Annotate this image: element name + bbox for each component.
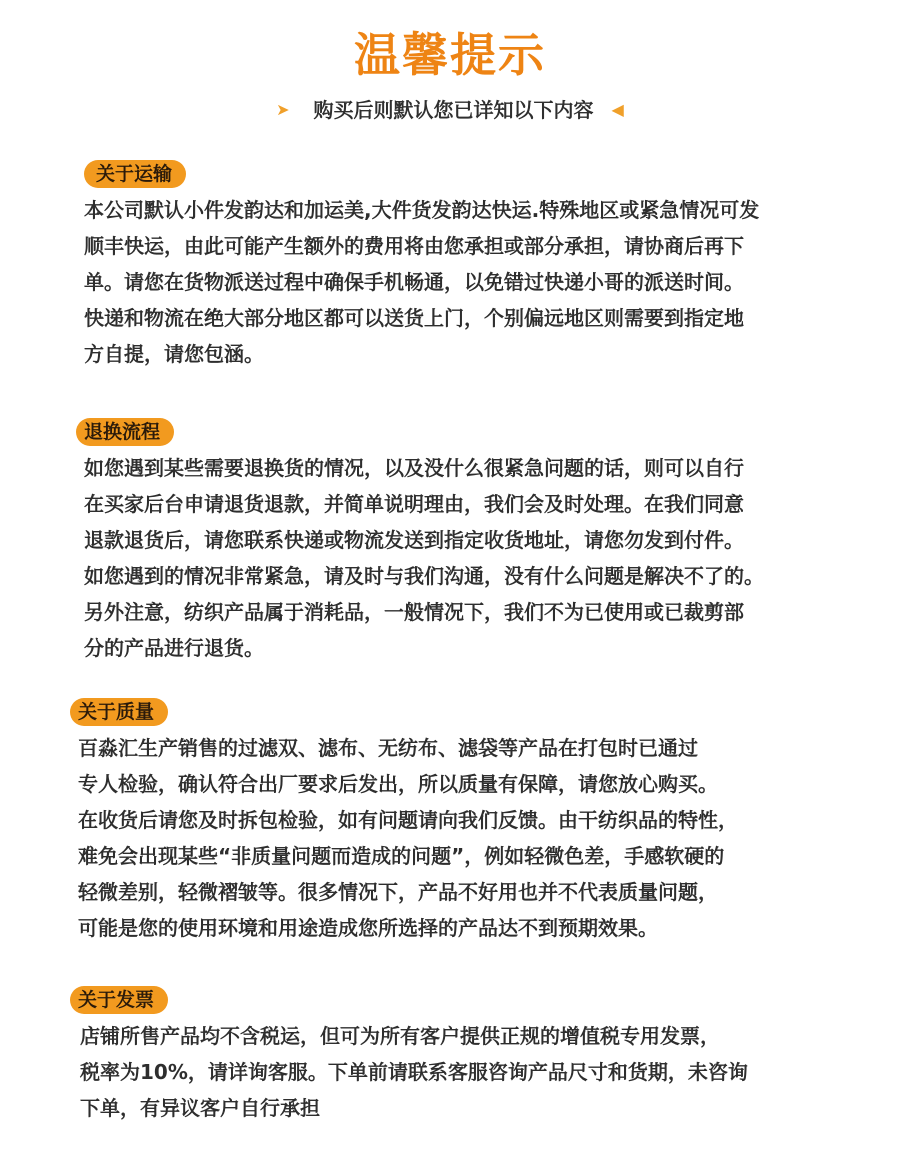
text-line: 下单，有异议客户自行承担 — [80, 1096, 320, 1120]
text-line: 在买家后台申请退货退款，并简单说明理由，我们会及时处理。在我们同意 — [84, 492, 744, 516]
text-line: 本公司默认小件发韵达和加运美,大件货发韵达快运.特殊地区或紧急情况可发 — [84, 198, 760, 222]
section-badge-invoice: 关于发票 — [70, 986, 168, 1014]
text-line: 方自提，请您包涵。 — [84, 342, 264, 366]
text-line: 另外注意，纺织产品属于消耗品，一般情况下，我们不为已使用或已裁剪部 — [84, 600, 744, 624]
arrow-right-icon: ➤ — [276, 100, 290, 119]
section-body — [80, 1018, 870, 1126]
section-badge-returns: 退换流程 — [76, 418, 174, 446]
text-line: 如您遇到的情况非常紧急，请及时与我们沟通，没有什么问题是解决不了的。 — [84, 564, 764, 588]
text-line: 难免会出现某些“非质量问题而造成的问题”，例如轻微色差，手感软硬的 — [78, 844, 725, 868]
text-line: 税率为10%，请详询客服。下单前请联系客服咨询产品尺寸和货期，未咨询 — [80, 1060, 748, 1084]
text-line: 如您遇到某些需要退换货的情况，以及没什么很紧急问题的话，则可以自行 — [84, 456, 744, 480]
section-returns — [76, 418, 876, 666]
text-line: 单。请您在货物派送过程中确保手机畅通，以免错过快递小哥的派送时间。 — [84, 270, 744, 294]
text-line: 轻微差别，轻微褶皱等。很多情况下，产品不好用也并不代表质量问题， — [78, 880, 718, 904]
section-badge-shipping: 关于运输 — [84, 160, 186, 188]
subtitle-row — [0, 94, 900, 126]
text-line: 退款退货后，请您联系快递或物流发送到指定收货地址，请您勿发到付件。 — [84, 528, 744, 552]
text-line: 顺丰快运，由此可能产生额外的费用将由您承担或部分承担，请协商后再下 — [84, 234, 744, 258]
page-title: 温馨提示 — [354, 28, 546, 82]
text-line: 在收货后请您及时拆包检验，如有问题请向我们反馈。由干纺织品的特性， — [78, 808, 738, 832]
section-shipping — [80, 160, 880, 372]
text-line: 专人检验，确认符合出厂要求后发出，所以质量有保障，请您放心购买。 — [78, 772, 718, 796]
section-body — [78, 730, 870, 946]
section-quality — [70, 698, 870, 946]
subtitle: 购买后则默认您已详知以下内容 — [313, 98, 594, 122]
section-body — [84, 450, 876, 666]
section-badge-quality: 关于质量 — [70, 698, 168, 726]
text-line: 店铺所售产品均不含税运，但可为所有客户提供正规的增值税专用发票， — [80, 1024, 720, 1048]
text-line: 可能是您的使用环境和用途造成您所选择的产品达不到预期效果。 — [78, 916, 658, 940]
section-body — [84, 192, 880, 372]
text-line: 快递和物流在绝大部分地区都可以送货上门，个别偏远地区则需要到指定地 — [84, 306, 744, 330]
text-line: 百淼汇生产销售的过滤双、滤布、无纺布、滤袋等产品在打包时已通过 — [78, 736, 698, 760]
arrow-left-icon: ◀ — [611, 100, 624, 119]
text-line: 分的产品进行退货。 — [84, 636, 264, 660]
section-invoice — [70, 986, 870, 1126]
